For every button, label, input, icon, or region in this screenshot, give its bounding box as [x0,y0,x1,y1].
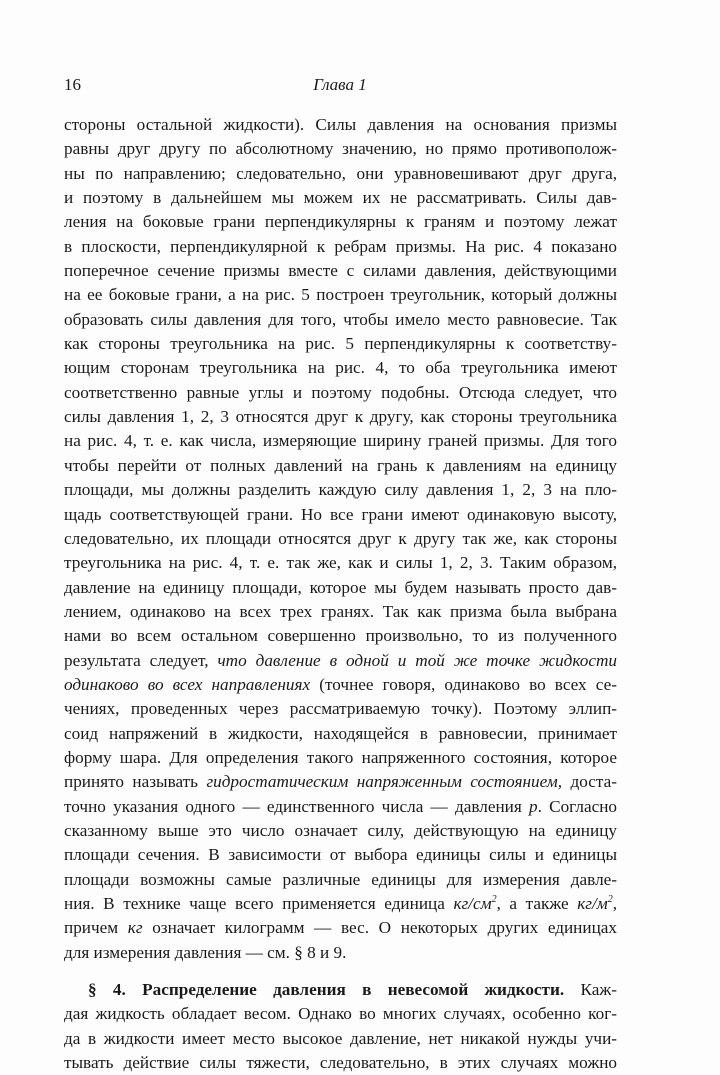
section-heading: § 4. Распределение давления в невесомой жидкости. [88,980,565,1000]
text-line: сказанному выше это число означает силу, действующую на единицу [64,820,617,840]
text-line: следовательно, их площади относятся друг к другу так же, как стороны [64,528,617,548]
text-line: как стороны треугольника на рис. 5 перпендикулярны к соответству- [64,334,617,354]
text-run: означает килограмм — вес. О некоторых других единицах [142,918,617,938]
text-line [64,673,617,697]
term-hydrostatic-stress: гидростатическим напряженным состоянием, [206,772,563,792]
text-run: , а также [496,894,578,913]
unit-kg-m: кг/м [577,894,608,913]
text-run: (точнее говоря, одинаково во всех се- [310,674,617,694]
text-line: соид напряжений в жидкости, находящейся в равновесии, принимает [64,723,617,743]
text-run: , [612,894,617,913]
text-line: форму шара. Для определения такого напряженного состояния, которое [64,747,617,767]
pressure-symbol: p [529,796,538,816]
text-line: чениях, проведенных через рассматриваемую точку). Поэтому эллип- [64,699,617,719]
text-line: ления на боковые грани перпендикулярны к граням и поэтому лежат [64,212,617,232]
text-run: точно указания одного — единственного числа — давления [64,796,529,816]
text-line [64,770,617,794]
text-line: и поэтому в дальнейшем мы можем их не рассматривать. Силы дав- [64,188,617,208]
page-number: 16 [64,75,81,94]
text-line: давление на единицу площади, которое мы будем называть просто дав- [64,577,617,597]
text-line: нами во всем остальном совершенно произвольно, то из полученного [64,626,617,646]
text-line: на рис. 4, т. е. как числа, измеряющие ширину граней призмы. Для того [64,431,617,451]
text-line: площади возможны самые различные единицы для измерения давле- [64,869,617,889]
text-line: равны друг другу по абсолютному значению, но прямо противополож- [64,139,617,159]
text-line: силы давления 1, 2, 3 относятся друг к другу, как стороны треугольника [64,407,617,427]
text-line: для измерения давления — см. § 8 и 9. [64,942,347,962]
text-line: чтобы перейти от полных давлений на грань к давлениям на единицу [64,455,617,475]
body-text [64,113,617,1075]
section-4 [64,978,617,1075]
text-line: ющим сторонам треугольника на рис. 4, то оба треугольника имеют [64,358,617,378]
text-run: результата следует, [64,650,218,670]
text-line: щадь соответствующей грани. Но все грани имеют одинаковую высоту, [64,504,617,524]
unit-kg-cm: кг/см [453,894,492,913]
unit-exponent: 2 [491,894,497,905]
unit-exponent: 2 [607,894,613,905]
text-run: . Согласно [537,796,617,816]
text-run: доста- [562,772,617,792]
text-line: лением, одинаково на всех трех гранях. Так как призма была выбрана [64,601,617,621]
text-line [64,892,617,916]
text-line: треугольника на рис. 4, т. е. так же, как и силы 1, 2, 3. Таким образом, [64,553,617,573]
text-line: на ее боковые грани, а на рис. 5 построен треугольник, который должны [64,285,617,305]
text-run: ния. В технике чаще всего применяется единица [64,894,454,913]
text-line: да в жидкости имеет место высокое давление, нет никакой нужды учи- [64,1028,617,1048]
paragraph-pressure-equality [64,113,617,965]
section-heading-line [64,978,617,1002]
text-line: дая жидкость обладает весом. Однако во многих случаях, особенно ког- [64,1004,617,1024]
text-line: стороны остальной жидкости). Силы давления на основания призмы [64,115,617,134]
text-line: поперечное сечение призмы вместе с силами давления, действующими [64,261,617,281]
text-line: образовать силы давления для того, чтобы имело место равновесие. Так [64,309,617,329]
text-line: площади, мы должны разделить каждую силу давления 1, 2, 3 на пло- [64,480,617,500]
emphasis-text: одинаково во всех направлениях [64,674,311,694]
text-run: причем [64,918,128,938]
text-line [64,916,617,940]
text-run: Каж- [564,980,617,1000]
text-line: в плоскости, перпендикулярной к ребрам призмы. На рис. 4 показано [64,236,617,256]
text-line [64,795,617,819]
emphasis-text: что давление в одной и той же точке жидкости [217,650,617,670]
text-run: принято называть [64,772,207,792]
chapter-title: Глава 1 [313,75,367,94]
text-line: тывать действие силы тяжести, следовательно, в этих случаях можно [64,1053,617,1073]
text-line: площади сечения. В зависимости от выбора единицы силы и единицы [64,845,617,865]
text-line: ны по направлению; следовательно, они уравновешивают друг друга, [64,163,617,183]
unit-kg: кг [127,918,143,938]
text-line [64,649,617,673]
text-line: соответственно равные углы и поэтому подобны. Отсюда следует, что [64,382,617,402]
